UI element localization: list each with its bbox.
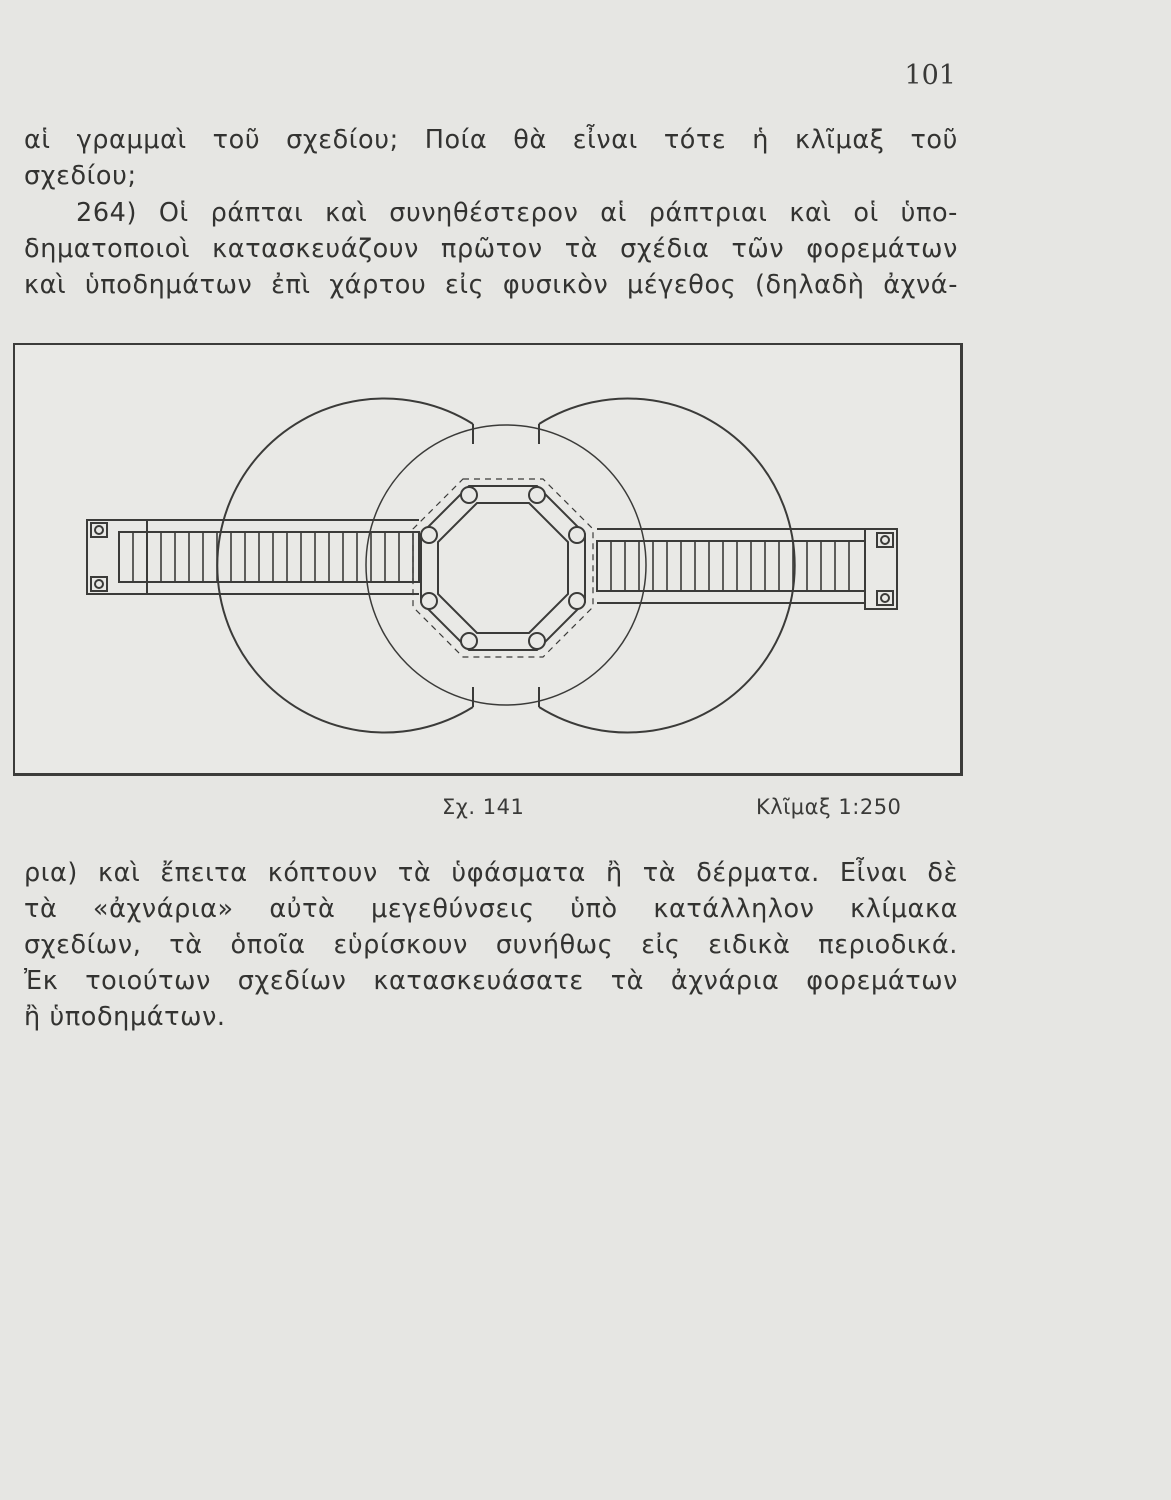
column-node [569,593,585,609]
right-band [597,541,865,591]
left-band-hatching [133,532,413,582]
text-line: σχεδίου; [24,161,137,191]
column-node [461,487,477,503]
text-line: καὶ ὑποδημάτων ἐπὶ χάρτου εἰς φυσικὸν μέγεθος (δηλαδὴ ἀχνά- [24,270,958,300]
column-node [421,593,437,609]
octagon-outer [421,486,585,650]
text-line: αἱ γραμμαὶ τοῦ σχεδίου; Ποία θὰ εἶναι τότε ἡ κλῖμαξ τοῦ [24,125,958,155]
text-line: Ἐκ τοιούτων σχεδίων κατασκευάσατε τὰ ἀχνάρια φορεμάτων [24,966,958,996]
column-node [569,527,585,543]
octagon-inner [438,503,568,633]
page-number: 101 [904,60,956,91]
text-line: σχεδίων, τὰ ὁποῖα εὑρίσκουν συνήθως εἰς ειδικὰ περιοδικά. [24,930,958,960]
outer-circle-left-arc [217,399,473,733]
text-line: ρια) καὶ ἔπειτα κόπτουν τὰ ὑφάσματα ἢ τὰ δέρματα. Εἶναι δὲ [24,858,958,888]
column-node [529,487,545,503]
text-line: δηματοποιοὶ κατασκευάζουν πρῶτον τὰ σχέδια τῶν φορεμάτων [24,234,958,264]
figure-label: Σχ. 141 [442,795,525,819]
paragraph-continuation [24,855,958,1035]
text-line: 264) Οἱ ράπται καὶ συνηθέστερον αἱ ράπτριαι καὶ οἱ ὑπο- [76,198,958,228]
inner-circle [366,425,646,705]
text-line: τὰ «ἀχνάρια» αὐτὰ μεγεθύνσεις ὑπὸ κατάλληλον κλίμακα [24,894,958,924]
column-node [461,633,477,649]
paragraph-264 [24,195,958,303]
figure-scale: Κλῖμαξ 1:250 [756,795,902,819]
left-band [119,532,419,582]
plan-drawing [15,345,962,775]
paragraph-question-end [24,122,958,194]
column-nodes [421,487,585,649]
column-node [529,633,545,649]
text-line: ἢ ὑποδημάτων. [24,1002,226,1032]
column-node [421,527,437,543]
figure-plan-drawing [13,343,963,776]
